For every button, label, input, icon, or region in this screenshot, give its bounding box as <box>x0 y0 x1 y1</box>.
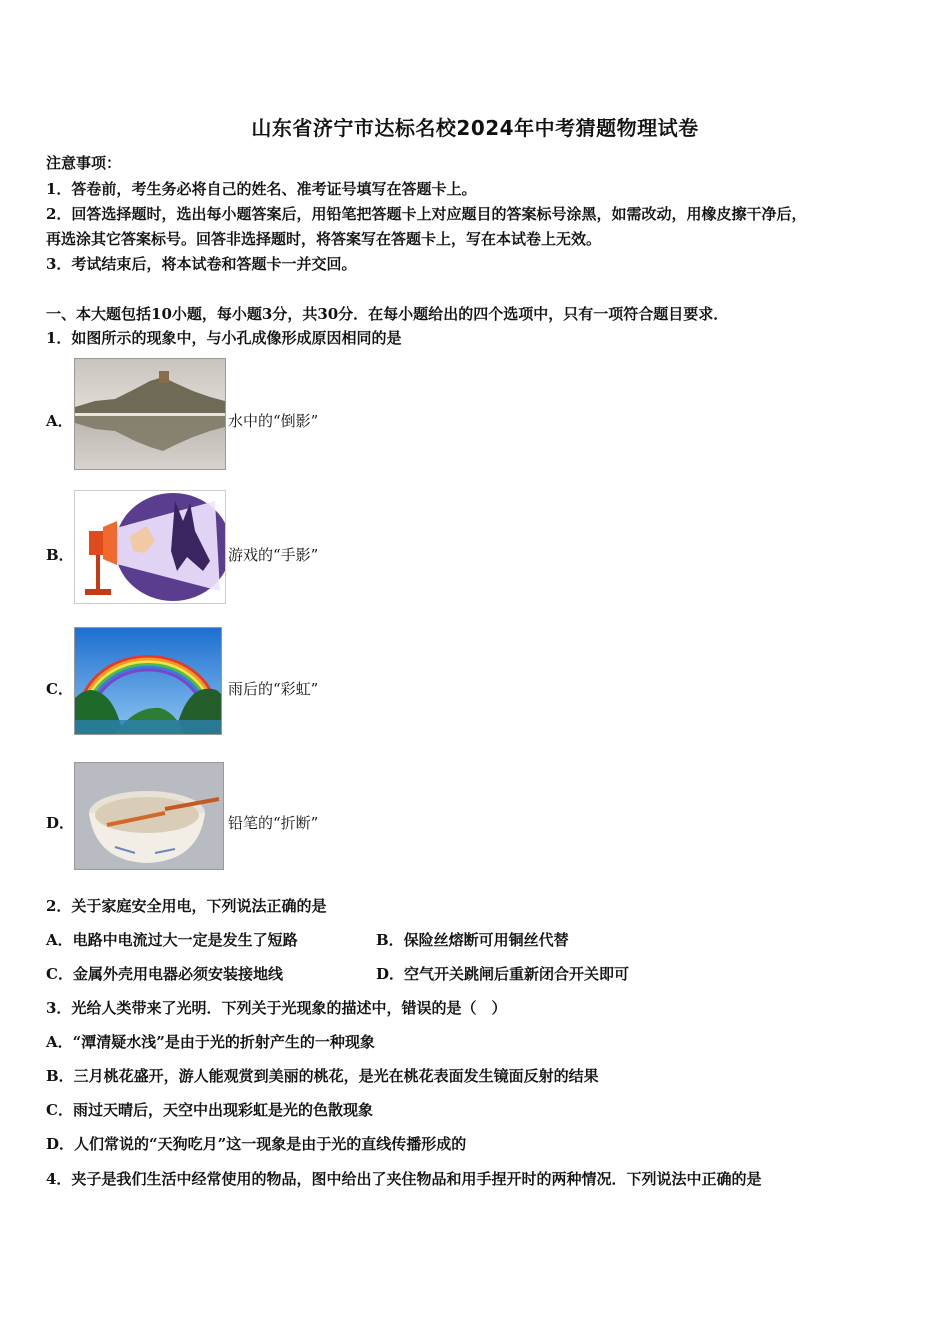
lake-reflection-image <box>74 358 226 470</box>
q1-option-b-label: B． <box>46 546 74 564</box>
notice-item-3: 3．考试结束后，将本试卷和答题卡一并交回。 <box>46 255 357 273</box>
hand-shadow-image <box>74 490 226 604</box>
q1-option-c-label: C． <box>46 680 73 698</box>
section-heading: 一、本大题包括10小题，每小题3分，共30分．在每小题给出的四个选项中，只有一项符合题目要求． <box>46 305 729 323</box>
rainbow-image <box>74 627 222 735</box>
q2-option-b: B．保险丝熔断可用铜丝代替 <box>376 931 569 949</box>
notice-heading: 注意事项： <box>46 154 122 172</box>
exam-title: 山东省济宁市达标名校2024年中考猜题物理试卷 <box>251 116 699 140</box>
q3-option-a: A．“潭清疑水浅”是由于光的折射产生的一种现象 <box>46 1033 375 1051</box>
q3-option-c: C．雨过天晴后，天空中出现彩虹是光的色散现象 <box>46 1101 373 1119</box>
notice-item-2-cont: 再选涂其它答案标号。回答非选择题时，将答案写在答题卡上，写在本试卷上无效。 <box>46 230 602 248</box>
notice-item-1: 1．答卷前，考生务必将自己的姓名、准考证号填写在答题卡上。 <box>46 180 477 198</box>
q3-option-d: D．人们常说的“天狗吃月”这一现象是由于光的直线传播形成的 <box>46 1135 467 1153</box>
q2-option-d: D．空气开关跳闸后重新闭合开关即可 <box>376 965 630 983</box>
q2-option-c: C．金属外壳用电器必须安装接地线 <box>46 965 283 983</box>
q4-stem: 4．夹子是我们生活中经常使用的物品，图中给出了夹住物品和用手捏开时的两种情况．下列说法中正确的是 <box>46 1170 762 1188</box>
q1-option-d-label: D． <box>46 814 75 832</box>
q1-option-a-label: A． <box>46 412 73 430</box>
q1-stem: 1．如图所示的现象中，与小孔成像形成原因相同的是 <box>46 329 402 347</box>
q1-option-a-caption: 水中的“倒影” <box>228 412 319 430</box>
notice-item-2: 2．回答选择题时，选出每小题答案后，用铅笔把答题卡上对应题目的答案标号涂黑，如需改动，用橡皮擦干净后， <box>46 205 807 223</box>
q2-stem: 2．关于家庭安全用电，下列说法正确的是 <box>46 897 327 915</box>
q1-option-c-caption: 雨后的“彩虹” <box>228 680 319 698</box>
q3-stem: 3．光给人类带来了光明．下列关于光现象的描述中，错误的是（ ） <box>46 999 507 1017</box>
q1-option-b-caption: 游戏的“手影” <box>228 546 319 564</box>
q1-option-d-caption: 铅笔的“折断” <box>228 814 319 832</box>
pencil-in-bowl-image <box>74 762 224 870</box>
q2-option-a: A．电路中电流过大一定是发生了短路 <box>46 931 298 949</box>
q3-option-b: B．三月桃花盛开，游人能观赏到美丽的桃花，是光在桃花表面发生镜面反射的结果 <box>46 1067 599 1085</box>
